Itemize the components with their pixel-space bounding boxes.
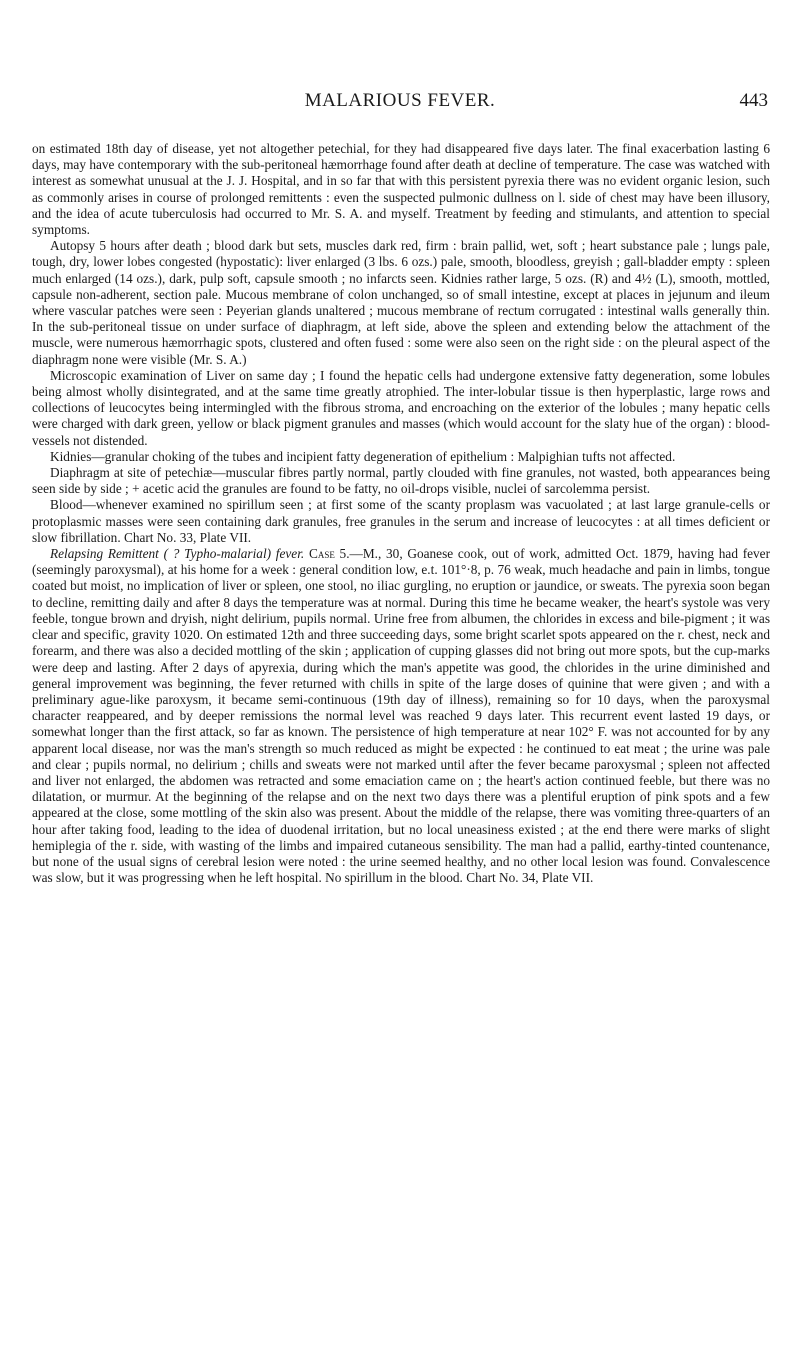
case-title: Relapsing Remittent	[50, 546, 159, 562]
page-header	[0, 90, 800, 120]
paragraph-blood: Blood—whenever examined no spirillum seen ; at first some of the scanty proplasm was vacuolated ; at last large granule-cells or protoplasmic masses were seen containing dark granules, free granules in the serum and increase of leucocytes : at all times deficient or slow fibrillation. Chart No. 33, Plate VII.	[32, 497, 770, 545]
paragraph-autopsy: Autopsy 5 hours after death ; blood dark but sets, muscles dark red, firm : brain pallid, wet, soft ; heart substance pale ; lungs pale, tough, dry, lower lobes congested (hypostatic): liver enlarged (3 lbs. 6 ozs.) pale, smooth, bloodless, greyish ; gall-bladder empty : spleen much enlarged (14 ozs.), dark, pulp soft, capsule smooth ; no infarcts seen. Kidnies rather large, 5 ozs. (R) and 4½ (L), smooth, mottled, capsule non-adherent, section pale. Mucous membrane of colon unchanged, so of small intestine, except at places in jejunum and ileum where vascular patches were seen : Peyerian glands unaltered ; mucous membrane of rectum corrugated : intestinal walls generally thin. In the sub-peritoneal tissue on under surface of diaphragm, at left side, above the spleen and extending below the attachment of the muscle, were numerous hæmorrhagic spots, clustered and often fused : some were also seen on the right side : on the pleural aspect of the diaphragm none were visible (Mr. S. A.)	[32, 238, 770, 367]
page-number: 443	[739, 90, 768, 111]
page-body	[32, 141, 770, 886]
case-subtitle: ( ? Typho-malarial) fever.	[163, 546, 305, 562]
paragraph-microscopic-liver: Microscopic examination of Liver on same day ; I found the hepatic cells had undergone extensive fatty degeneration, some lobules being almost wholly disintegrated, and at the same time greatly atrophied. The inter-lobular tissue is then hyperplastic, large rows and collections of leucocytes being intermingled with the fibrous stroma, and encroaching on the exterior of the lobules ; many hepatic cells were charged with dark green, yellow or black pigment granules and masses (which would account for the slaty hue of the organ) : blood-vessels not distended.	[32, 367, 770, 448]
paragraph-kidnies: Kidnies—granular choking of the tubes and incipient fatty degeneration of epithelium : Malpighian tufts not affected.	[50, 448, 676, 464]
paragraph-case-summary: on estimated 18th day of disease, yet not altogether petechial, for they had disappeared five days later. The final exacerbation lasting 6 days, may have contemporary with the sub-peritoneal hæmorrhage found after death at decline of temperature. The case was watched with interest as somewhat unusual at the J. J. Hospital, and in so far that with this persistent pyrexia there was no evident organic lesion, such as commonly arises in course of prolonged remittents : even the suspected pulmonic dullness on l. side of chest may have been illusory, and the idea of acute tuberculosis had occurred to Mr. S. A. and myself. Treatment by feeding and stimulants, and attention to special symptoms.	[32, 141, 770, 238]
running-title: MALARIOUS FEVER.	[304, 90, 496, 111]
case-label: Case 5.	[308, 546, 350, 562]
paragraph-diaphragm: Diaphragm at site of petechiæ—muscular fibres partly normal, partly clouded with fine granules, not wasted, both appearances being seen side by side ; + acetic acid the granules are found to be fatty, no oil-drops visible, nuclei of sarcolemma persist.	[32, 465, 770, 497]
paragraph-case-5	[32, 546, 770, 886]
case-text: —M., 30, Goanese cook, out of work, admitted Oct. 1879, having had fever (seemingly paroxysmal), at his home for a week : general condition low, e.t. 101°·8, p. 76 weak, much headache and pain in limbs, tongue coated but moist, no implication of liver or spleen, one stool, no iliac gurgling, no eruption or jaundice, or sweats. The pyrexia soon began to decline, remitting daily and after 8 days the temperature was at normal. During this time he became weaker, the heart's systole was very feeble, tongue brown and dryish, night delirium, pupils normal. Urine free from albumen, the chlorides in excess and bile-pigment ; it was clear and specific, gravity 1020. On estimated 12th and three succeeding days, some bright scarlet spots appeared on the r. chest, neck and forearm, and there was also a decided mottling of the skin ; application of cupping glasses did not bring out more spots, but the cup-marks were deep and lasting. After 2 days of apyrexia, during which the man's appetite was good, the chlorides in the urine diminished and general improvement was beginning, the fever returned with chills in spite of the large doses of quinine that were given ; and with a preliminary ague-like paroxysm, it became semi-continuous (19th day of illness), remaining so for 10 days, when the paroxysmal character reappeared, and by deeper remissions the normal level was reached 9 days later. This recurrent event lasted 19 days, or somewhat longer than the first attack, so far as known. The persistence of high temperature at near 102° F. was not accounted for by any apparent local disease, nor was the man's strength so much reduced as might be expected : he continued to eat meat ; the urine was pale and clear ; pupils normal, no delirium ; chills and sweats were not marked until after the fever became paroxysmal ; spleen not affected and liver not enlarged, the abdomen was retracted and some emaciation came on ; the heart's action continued feeble, but there was no dilatation, or murmur. At the beginning of the relapse and on the next two days there was a plentiful eruption of pink spots and a few appeared at the close, some mottling of the skin also was present. About the middle of the relapse, there was vomiting three-quarters of an hour after taking food, leading to the idea of duodenal irritation, but no local uneasiness existed ; at the end there were marks of slight hemiplegia of the r. side, with wasting of the limbs and impaired cutaneous sensibility. The man had a pallid, earthy-tinted countenance, but none of the usual signs of cerebral lesion were noted : the urine seemed healthy, and no other local lesion was found. Convalescence was slow, but it was progressing when he left hospital. No spirillum in the blood. Chart No. 34, Plate VII.	[32, 546, 771, 886]
